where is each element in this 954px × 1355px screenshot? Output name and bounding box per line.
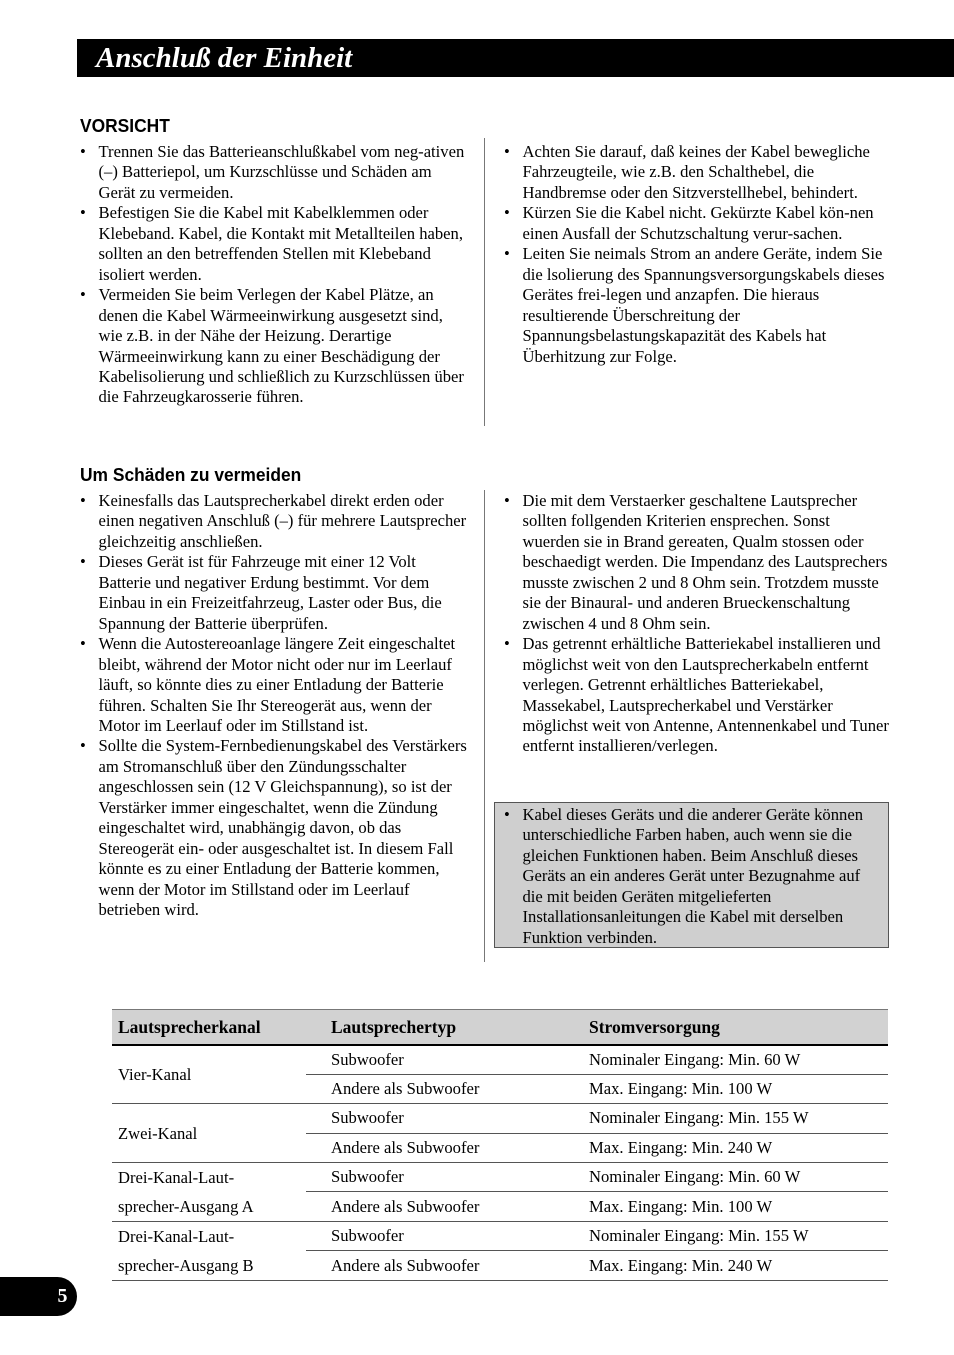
list-item: • Trennen Sie das Batterieanschlußkabel vom neg-ativen (–) Batteriepol, um Kurzschlüsse und Schäden am Gerät zu vermeiden. bbox=[80, 142, 468, 203]
kanal-line: sprecher-Ausgang B bbox=[118, 1255, 254, 1275]
vorsicht-right-list bbox=[504, 142, 889, 367]
list-item: • Wenn die Autostereoanlage längere Zeit eingeschaltet bleibt, während der Motor nicht oder nur im Leerlauf läuft, so könnte dies zu einer Entladung der Batterie führen. Schalten Sie Ihr Stereogerät aus, wenn der Motor im Leerlauf oder im Stillstand ist. bbox=[80, 634, 468, 736]
schaeden-left-list bbox=[80, 491, 468, 921]
list-item: • Kürzen Sie die Kabel nicht. Gekürzte Kabel kön-nen einen Ausfall der Schutzschaltung verur-sachen. bbox=[504, 203, 889, 244]
kanal-line: Vier-Kanal bbox=[118, 1065, 192, 1085]
table-row bbox=[112, 1162, 888, 1192]
list-item: • Achten Sie darauf, daß keines der Kabel bewegliche Fahrzeugteile, wie z.B. den Schalthebel, die Handbremse oder den Sitzverstellhebel, behindert. bbox=[504, 142, 889, 203]
cell-stromversorgung: Nominaler Eingang: Min. 155 W bbox=[564, 1221, 888, 1251]
vorsicht-heading: VORSICHT bbox=[80, 115, 170, 136]
cell-lautsprechertyp: Andere als Subwoofer bbox=[306, 1251, 564, 1281]
title-bar bbox=[77, 39, 954, 77]
cell-lautsprecherkanal bbox=[112, 1045, 306, 1104]
cell-lautsprechertyp: Subwoofer bbox=[306, 1104, 564, 1133]
cell-stromversorgung: Nominaler Eingang: Min. 60 W bbox=[564, 1162, 888, 1192]
cell-stromversorgung: Nominaler Eingang: Min. 60 W bbox=[564, 1045, 888, 1075]
cell-lautsprecherkanal bbox=[112, 1221, 306, 1280]
list-item: • Sollte die System-Fernbedienungskabel des Verstärkers am Stromanschluß über den Zündungsschalter angeschlossen sein (12 V Gleichspannung), so ist der Verstärker immer eingeschaltet, wenn die Zündung eingeschaltet wird, unabhängig davon, ob das Stereogerät ein- oder ausgeschaltet ist. In diesem Fall könnte es zu einer Entladung der Batterie kommen, wenn der Motor im Stillstand oder im Leerlauf betrieben wird. bbox=[80, 736, 468, 920]
cell-lautsprechertyp: Andere als Subwoofer bbox=[306, 1133, 564, 1162]
kanal-line: Drei-Kanal-Laut- bbox=[118, 1226, 235, 1246]
cell-lautsprechertyp: Andere als Subwoofer bbox=[306, 1075, 564, 1104]
cell-stromversorgung: Max. Eingang: Min. 100 W bbox=[564, 1192, 888, 1222]
table-header-row bbox=[112, 1010, 888, 1046]
schaeden-right-list bbox=[504, 491, 889, 757]
cell-lautsprechertyp: Subwoofer bbox=[306, 1221, 564, 1251]
table-row bbox=[112, 1045, 888, 1075]
cell-stromversorgung: Max. Eingang: Min. 240 W bbox=[564, 1251, 888, 1281]
schaeden-heading: Um Schäden zu vermeiden bbox=[80, 464, 302, 485]
kanal-line: Zwei-Kanal bbox=[118, 1123, 198, 1143]
note-item: • Kabel dieses Geräts und die anderer Geräte können unterschiedliche Farben haben, auch wenn sie die gleichen Funktionen haben. Beim Anschluß dieses Geräts an ein anderes Gerät unter Bezugnahme auf die mit beiden Geräten mitgelieferten Installationsanleitungen die Kabel mit derselben Funktion verbinden. bbox=[504, 805, 884, 948]
table-row bbox=[112, 1104, 888, 1133]
cell-lautsprechertyp: Subwoofer bbox=[306, 1045, 564, 1075]
list-item: • Keinesfalls das Lautsprecherkabel direkt erden oder einen negativen Anschluß (–) für mehrere Lautsprecher gleichzeitig anschließen. bbox=[80, 491, 468, 552]
cell-stromversorgung: Nominaler Eingang: Min. 155 W bbox=[564, 1104, 888, 1133]
list-item: • Vermeiden Sie beim Verlegen der Kabel Plätze, an denen die Kabel Wärmeeinwirkung ausgesetzt sind, wie z.B. in der Nähe der Heizung. Derartige Wärmeeinwirkung kann zu einer Beschädigung der Kabelisolierung und schließlich zu Kurzschlüssen über die Fahrzeugkarosserie führen. bbox=[80, 285, 468, 408]
cell-lautsprechertyp: Subwoofer bbox=[306, 1162, 564, 1192]
cell-stromversorgung: Max. Eingang: Min. 100 W bbox=[564, 1075, 888, 1104]
cell-lautsprechertyp: Andere als Subwoofer bbox=[306, 1192, 564, 1222]
header-stromversorgung: Stromversorgung bbox=[564, 1010, 888, 1046]
note-box bbox=[494, 802, 889, 948]
header-lautsprecherkanal: Lautsprecherkanal bbox=[112, 1010, 306, 1046]
page-title: Anschluß der Einheit bbox=[96, 42, 353, 74]
cell-lautsprecherkanal bbox=[112, 1104, 306, 1162]
speaker-power-table bbox=[112, 1009, 888, 1281]
table-body bbox=[112, 1045, 888, 1280]
list-item: • Leiten Sie neimals Strom an andere Geräte, indem Sie die lsolierung des Spannungsversorgungskabels dieses Gerätes frei-legen und anzapfen. Die hieraus resultierende Überschreitung der Spannungsbelastungskapazität des Kabels hat Überhitzung zur Folge. bbox=[504, 244, 889, 367]
column-divider bbox=[484, 138, 485, 426]
page-number: 5 bbox=[0, 1277, 77, 1316]
list-item: • Dieses Gerät ist für Fahrzeuge mit einer 12 Volt Batterie und negativer Erdung bestimmt. Vor dem Einbau in ein Freizeitfahrzeug, Laster oder Bus, die Spannung der Batterie überprüfen. bbox=[80, 552, 468, 634]
column-divider bbox=[484, 490, 485, 962]
vorsicht-left-list bbox=[80, 142, 468, 408]
list-item: • Befestigen Sie die Kabel mit Kabelklemmen oder Klebeband. Kabel, die Kontakt mit Metallteilen haben, sollten an den betreffenden Stellen mit Klebeband isoliert werden. bbox=[80, 203, 468, 285]
cell-stromversorgung: Max. Eingang: Min. 240 W bbox=[564, 1133, 888, 1162]
cell-lautsprecherkanal bbox=[112, 1162, 306, 1221]
table-row bbox=[112, 1221, 888, 1251]
kanal-line: Drei-Kanal-Laut- bbox=[118, 1167, 235, 1187]
note-list bbox=[504, 805, 884, 948]
header-lautsprechertyp: Lautsprechertyp bbox=[306, 1010, 564, 1046]
list-item: • Die mit dem Verstaerker geschaltene Lautsprecher sollten follgenden Kriterien ensprechen. Sonst wuerden sie in Brand gereaten, Qualm stossen oder beschaedigt werden. Die Impendanz des Lautsprechers musste zwischen 2 und 8 Ohm sein. Trotzdem musste sie der Binaural- und anderen Brueckenschaltung zwischen 4 und 8 Ohm sein. bbox=[504, 491, 889, 634]
list-item: • Das getrennt erhältliche Batteriekabel installieren und möglichst weit von den Lautsprecherkabeln entfernt verlegen. Getrennt erhältliches Batteriekabel, Massekabel, Lautsprecherkabel und Verstärker möglichst weit von Antenne, Antennenkabel und Tuner entfernt installieren/verlegen. bbox=[504, 634, 889, 757]
kanal-line: sprecher-Ausgang A bbox=[118, 1196, 254, 1216]
